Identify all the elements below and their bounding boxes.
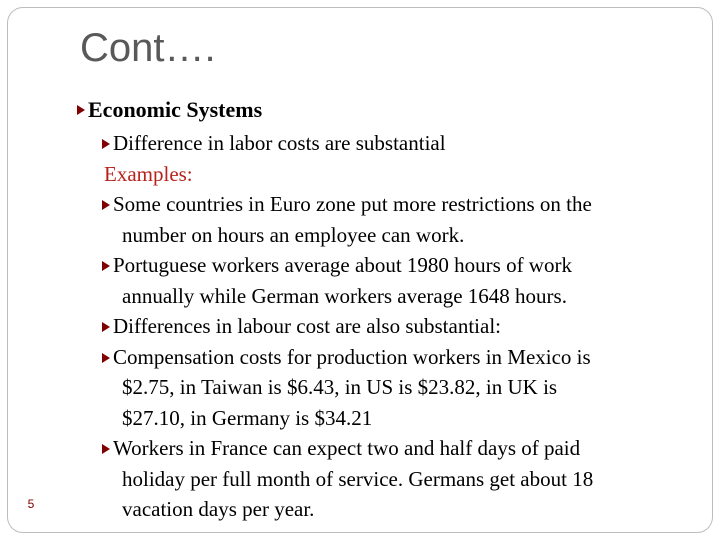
arrow-bullet-icon	[77, 105, 85, 115]
bullet-portuguese-workers	[77, 250, 697, 281]
bullet-continuation: $2.75, in Taiwan is $6.43, in US is $23.82, in UK is	[122, 375, 558, 399]
arrow-bullet-icon	[102, 139, 110, 149]
bullet-euro-zone	[77, 189, 697, 220]
bullet-text: Workers in France can expect two and half days of paid	[113, 436, 581, 460]
heading-text: Economic Systems	[88, 97, 263, 122]
bullet-continuation: holiday per full month of service. Germans get about 18	[122, 466, 594, 491]
slide-body	[77, 96, 697, 525]
bullet-france-holiday	[77, 433, 697, 464]
bullet-compensation-costs	[77, 342, 697, 373]
bullet-difference	[77, 128, 697, 159]
arrow-bullet-icon	[102, 200, 110, 210]
bullet-text: Differences in labour cost are also substantial:	[113, 314, 501, 338]
heading-economic-systems	[77, 96, 697, 124]
bullet-text: Some countries in Euro zone put more restrictions on the	[113, 192, 592, 216]
slide-title: Cont….	[80, 26, 216, 70]
arrow-bullet-icon	[102, 353, 110, 363]
bullet-text: Difference in labor costs are substantial	[113, 131, 446, 155]
arrow-bullet-icon	[102, 261, 110, 271]
bullet-continuation: vacation days per year.	[122, 497, 315, 521]
arrow-bullet-icon	[102, 444, 110, 454]
arrow-bullet-icon	[102, 322, 110, 332]
slide-number: 5	[27, 497, 35, 511]
bullet-text: Compensation costs for production workers in Mexico is	[113, 344, 591, 369]
bullet-continuation: number on hours an employee can work.	[122, 222, 465, 247]
bullet-labour-cost	[77, 311, 697, 342]
bullet-continuation: $27.10, in Germany is $34.21	[122, 405, 373, 430]
examples-label: Examples:	[104, 161, 193, 186]
bullet-text: Portuguese workers average about 1980 hours of work	[113, 253, 572, 277]
bullet-continuation: annually while German workers average 1648 hours.	[122, 283, 567, 308]
